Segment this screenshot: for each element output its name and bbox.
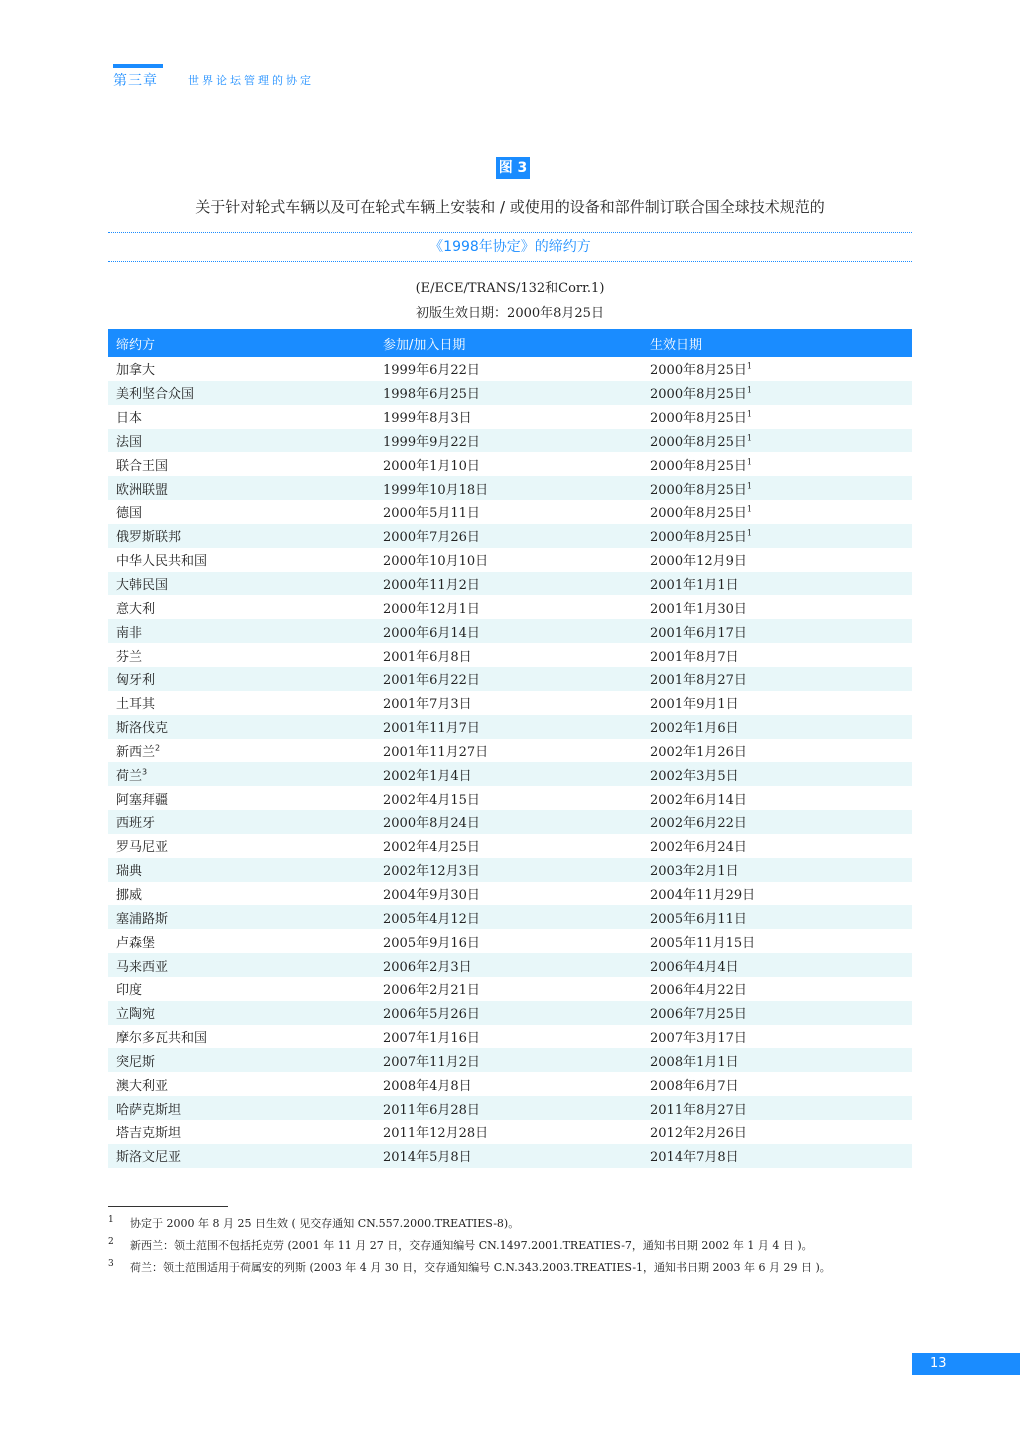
effective-date-cell (642, 500, 912, 524)
join-date-cell: 2004年9月30日 (383, 887, 480, 903)
footnote-marker: 3 (142, 767, 148, 777)
figure-label: 图 3 (496, 157, 530, 179)
effective-date: 2006年4月22日 (650, 983, 747, 999)
party-name-cell (108, 643, 375, 667)
join-date-cell: 1999年6月22日 (383, 363, 480, 379)
table-row (108, 429, 912, 453)
party-name-cell (108, 1025, 375, 1049)
join-date-cell: 2008年4月8日 (383, 1078, 472, 1094)
table-row (108, 524, 912, 548)
table-body (108, 357, 912, 1168)
party-name-cell (108, 357, 375, 381)
join-date-cell: 2002年12月3日 (375, 858, 642, 882)
effective-date-cell (642, 786, 912, 810)
effective-date: 2004年11月29日 (650, 887, 756, 903)
party-name-cell (108, 691, 375, 715)
effective-date-cell (642, 929, 912, 953)
party-name-cell (108, 882, 375, 906)
column-header-join-date: 参加/加入日期 (375, 329, 642, 357)
table-row (108, 905, 912, 929)
table-row (108, 548, 912, 572)
effective-date-cell (642, 524, 912, 548)
join-date-cell: 2001年6月8日 (383, 649, 472, 665)
effective-date: 2000年8月25日 (650, 506, 747, 522)
footnote-number: 1 (108, 1215, 114, 1225)
effective-date: 2000年8月25日 (650, 458, 747, 474)
party-name: 匈牙利 (116, 673, 156, 689)
party-name-cell (108, 1048, 375, 1072)
join-date-cell: 2007年11月2日 (375, 1048, 642, 1072)
party-name-cell (108, 1001, 375, 1025)
party-name-cell (108, 1072, 375, 1096)
effective-date-cell (642, 429, 912, 453)
table-row (108, 929, 912, 953)
table-header-row (108, 329, 912, 357)
party-name: 中华人民共和国 (116, 554, 208, 570)
footnote-number: 2 (108, 1237, 114, 1247)
table-row (108, 381, 912, 405)
effective-date: 2002年6月24日 (650, 840, 747, 856)
footnote-text: 新西兰：领土范围不包括托克劳 (2001 年 11 月 27 日，交存通知编号 CN.1497.2001.TREATIES-7，通知书日期 2002 年 1 月 4 日 )。 (130, 1239, 813, 1252)
effective-date-cell (642, 1096, 912, 1120)
party-name: 日本 (116, 411, 143, 427)
party-name: 阿塞拜疆 (116, 792, 169, 808)
join-date-cell: 2001年11月7日 (375, 715, 642, 739)
party-name-cell (108, 1144, 375, 1168)
effective-date-cell (642, 572, 912, 596)
effective-date: 2006年7月25日 (650, 1007, 747, 1023)
effective-date: 2014年7月8日 (650, 1150, 739, 1166)
join-date-cell: 2001年7月3日 (383, 697, 472, 713)
effective-date: 2000年8月25日 (650, 482, 747, 498)
join-date-cell: 2001年11月27日 (383, 744, 489, 760)
party-name: 罗马尼亚 (116, 840, 169, 856)
join-date-cell: 2006年2月21日 (383, 983, 480, 999)
agreement-title: 《1998年协定》的缔约方 (429, 239, 591, 255)
effective-date-cell (642, 1120, 912, 1144)
footnote-number: 3 (108, 1259, 114, 1269)
table-row (108, 810, 912, 834)
party-name: 摩尔多瓦共和国 (116, 1031, 208, 1047)
footnote-marker: 1 (746, 433, 752, 443)
effective-date: 2005年11月15日 (650, 935, 756, 951)
effective-date: 2000年12月9日 (650, 554, 747, 570)
table-row (108, 834, 912, 858)
table-row (108, 1120, 912, 1144)
join-date-cell: 2005年4月12日 (375, 905, 642, 929)
table-row (108, 595, 912, 619)
footnote-marker: 1 (746, 409, 752, 419)
figure-title: 关于针对轮式车辆以及可在轮式车辆上安装和 / 或使用的设备和部件制订联合国全球技术规范的 (195, 198, 825, 216)
table-row (108, 1001, 912, 1025)
dotted-divider-bottom (108, 261, 912, 262)
party-name-cell (108, 1096, 375, 1120)
party-name: 澳大利亚 (116, 1078, 169, 1094)
party-name: 斯洛文尼亚 (116, 1150, 182, 1166)
party-name: 美利坚合众国 (116, 387, 195, 403)
join-date-cell: 2000年5月11日 (383, 506, 480, 522)
join-date-cell: 2000年8月24日 (375, 810, 642, 834)
effective-date-cell (642, 548, 912, 572)
table-row (108, 667, 912, 691)
join-date-cell: 2006年2月3日 (375, 953, 642, 977)
table-row (108, 953, 912, 977)
join-date-cell: 1999年8月3日 (383, 411, 472, 427)
effective-date: 2008年6月7日 (650, 1078, 739, 1094)
party-name: 南非 (116, 625, 143, 641)
table-row (108, 739, 912, 763)
join-date-cell: 2000年7月26日 (375, 524, 642, 548)
effective-date: 2002年6月22日 (650, 816, 747, 832)
effective-date-cell (642, 643, 912, 667)
contracting-parties-table (108, 329, 912, 1168)
party-name-cell (108, 524, 375, 548)
party-name: 加拿大 (116, 363, 156, 379)
party-name-cell (108, 405, 375, 429)
table-row (108, 405, 912, 429)
initial-effective-date: 初版生效日期：2000年8月25日 (416, 306, 604, 321)
effective-date-cell (642, 667, 912, 691)
party-name-cell (108, 1120, 375, 1144)
effective-date-cell (642, 1144, 912, 1168)
join-date-cell: 2001年6月22日 (375, 667, 642, 691)
join-date-cell: 2000年11月2日 (375, 572, 642, 596)
effective-date: 2000年8月25日 (650, 387, 747, 403)
table-row (108, 452, 912, 476)
effective-date-cell (642, 858, 912, 882)
effective-date-cell (642, 762, 912, 786)
table-row (108, 1144, 912, 1168)
join-date-cell: 2002年4月15日 (383, 792, 480, 808)
party-name: 突尼斯 (116, 1054, 156, 1070)
effective-date: 2000年8月25日 (650, 530, 747, 546)
join-date-cell: 2000年12月1日 (383, 601, 480, 617)
party-name: 土耳其 (116, 697, 156, 713)
party-name-cell (108, 476, 375, 500)
table-row (108, 572, 912, 596)
effective-date: 2000年8月25日 (650, 411, 747, 427)
effective-date: 2000年8月25日 (650, 363, 747, 379)
footnote (108, 1214, 912, 1236)
effective-date: 2002年1月26日 (650, 744, 747, 760)
join-date-cell: 1998年6月25日 (375, 381, 642, 405)
effective-date: 2001年8月7日 (650, 649, 739, 665)
party-name: 芬兰 (116, 649, 143, 665)
footnote-text: 荷兰：领土范围适用于荷属安的列斯 (2003 年 4 月 30 日，交存通知编号 C.N.343.2003.TREATIES-1，通知书日期 2003 年 6 月 29 日 )。 (130, 1261, 831, 1274)
footnote-marker: 1 (746, 481, 752, 491)
party-name-cell (108, 929, 375, 953)
party-name-cell (108, 429, 375, 453)
party-name-cell (108, 786, 375, 810)
table-row (108, 619, 912, 643)
effective-date: 2001年9月1日 (650, 697, 739, 713)
table-row (108, 357, 912, 381)
effective-date-cell (642, 619, 912, 643)
party-name-cell (108, 452, 375, 476)
join-date-cell: 2002年1月4日 (375, 762, 642, 786)
effective-date: 2002年1月6日 (650, 721, 739, 737)
party-name: 新西兰 (116, 744, 156, 760)
party-name: 大韩民国 (116, 578, 169, 594)
table-row (108, 977, 912, 1001)
join-date-cell: 2000年1月10日 (383, 458, 480, 474)
table-row (108, 500, 912, 524)
effective-date: 2002年6月14日 (650, 792, 747, 808)
party-name-cell (108, 572, 375, 596)
footnote-text: 协定于 2000 年 8 月 25 日生效 ( 见交存通知 CN.557.2000.TREATIES-8)。 (130, 1217, 520, 1230)
effective-date-cell (642, 977, 912, 1001)
party-name: 意大利 (116, 601, 156, 617)
effective-date: 2001年6月17日 (650, 625, 747, 641)
effective-date-cell (642, 1001, 912, 1025)
party-name: 荷兰 (116, 768, 143, 784)
footnote (108, 1258, 912, 1280)
party-name: 俄罗斯联邦 (116, 530, 182, 546)
dotted-divider-top (108, 232, 912, 233)
party-name: 卢森堡 (116, 935, 156, 951)
effective-date: 2002年3月5日 (650, 768, 739, 784)
effective-date-cell (642, 476, 912, 500)
party-name-cell (108, 381, 375, 405)
effective-date: 2001年1月1日 (650, 578, 739, 594)
chapter-accent-bar (113, 64, 163, 68)
party-name: 斯洛伐克 (116, 721, 169, 737)
party-name-cell (108, 715, 375, 739)
effective-date-cell (642, 381, 912, 405)
effective-date: 2003年2月1日 (650, 864, 739, 880)
table-row (108, 882, 912, 906)
effective-date: 2011年8月27日 (650, 1102, 747, 1118)
table-row (108, 786, 912, 810)
join-date-cell: 2006年5月26日 (375, 1001, 642, 1025)
party-name-cell (108, 905, 375, 929)
footnote-marker: 1 (746, 385, 752, 395)
party-name: 挪威 (116, 887, 143, 903)
effective-date-cell (642, 1072, 912, 1096)
party-name: 欧洲联盟 (116, 482, 169, 498)
footnote-marker: 1 (746, 505, 752, 515)
party-name-cell (108, 834, 375, 858)
table-row (108, 476, 912, 500)
join-date-cell: 2007年1月16日 (383, 1031, 480, 1047)
party-name: 立陶宛 (116, 1007, 156, 1023)
party-name: 德国 (116, 506, 143, 522)
column-header-effective-date: 生效日期 (642, 329, 912, 357)
footnote-marker: 2 (155, 743, 161, 753)
footnote-rule (108, 1206, 228, 1207)
effective-date: 2006年4月4日 (650, 959, 739, 975)
party-name: 哈萨克斯坦 (116, 1102, 182, 1118)
chapter-title: 世界论坛管理的协定 (188, 74, 314, 87)
chapter-number: 第三章 (113, 73, 158, 89)
party-name-cell (108, 595, 375, 619)
party-name: 马来西亚 (116, 959, 169, 975)
party-name: 塔吉克斯坦 (116, 1126, 182, 1142)
effective-date-cell (642, 1048, 912, 1072)
effective-date-cell (642, 953, 912, 977)
effective-date-cell (642, 810, 912, 834)
effective-date-cell (642, 405, 912, 429)
effective-date: 2000年8月25日 (650, 434, 747, 450)
join-date-cell: 1999年9月22日 (375, 429, 642, 453)
effective-date-cell (642, 595, 912, 619)
party-name: 西班牙 (116, 816, 156, 832)
party-name: 联合王国 (116, 458, 169, 474)
party-name-cell (108, 667, 375, 691)
party-name-cell (108, 953, 375, 977)
column-header-party: 缔约方 (108, 329, 375, 357)
effective-date-cell (642, 357, 912, 381)
effective-date: 2008年1月1日 (650, 1054, 739, 1070)
table-row (108, 643, 912, 667)
effective-date-cell (642, 1025, 912, 1049)
join-date-cell: 2011年6月28日 (375, 1096, 642, 1120)
party-name: 印度 (116, 983, 143, 999)
table-row (108, 1025, 912, 1049)
footnotes (108, 1214, 912, 1280)
effective-date: 2012年2月26日 (650, 1126, 747, 1142)
party-name: 法国 (116, 434, 143, 450)
effective-date-cell (642, 834, 912, 858)
effective-date: 2005年6月11日 (650, 911, 747, 927)
table-row (108, 762, 912, 786)
party-name-cell (108, 977, 375, 1001)
table-row (108, 1048, 912, 1072)
party-name-cell (108, 739, 375, 763)
party-name-cell (108, 762, 375, 786)
party-name-cell (108, 548, 375, 572)
page-number: 13 (912, 1353, 1020, 1375)
document-reference: (E/ECE/TRANS/132和Corr.1) (415, 281, 605, 296)
table-row (108, 1072, 912, 1096)
effective-date-cell (642, 905, 912, 929)
effective-date-cell (642, 691, 912, 715)
effective-date: 2001年1月30日 (650, 601, 747, 617)
join-date-cell: 1999年10月18日 (375, 476, 642, 500)
footnote-marker: 1 (746, 529, 752, 538)
party-name-cell (108, 500, 375, 524)
join-date-cell: 2000年10月10日 (383, 554, 489, 570)
footnote-marker: 1 (746, 362, 752, 372)
effective-date-cell (642, 882, 912, 906)
party-name: 塞浦路斯 (116, 911, 169, 927)
effective-date-cell (642, 739, 912, 763)
party-name-cell (108, 858, 375, 882)
table-row (108, 858, 912, 882)
table-row (108, 715, 912, 739)
footnote-marker: 1 (746, 457, 752, 467)
party-name-cell (108, 619, 375, 643)
join-date-cell: 2002年4月25日 (383, 840, 480, 856)
table-row (108, 691, 912, 715)
party-name-cell (108, 810, 375, 834)
party-name: 瑞典 (116, 864, 143, 880)
effective-date: 2007年3月17日 (650, 1031, 747, 1047)
footnote (108, 1236, 912, 1258)
join-date-cell: 2011年12月28日 (383, 1126, 489, 1142)
effective-date-cell (642, 452, 912, 476)
table-row (108, 1096, 912, 1120)
effective-date-cell (642, 715, 912, 739)
join-date-cell: 2014年5月8日 (375, 1144, 642, 1168)
join-date-cell: 2005年9月16日 (383, 935, 480, 951)
join-date-cell: 2000年6月14日 (375, 619, 642, 643)
effective-date: 2001年8月27日 (650, 673, 747, 689)
